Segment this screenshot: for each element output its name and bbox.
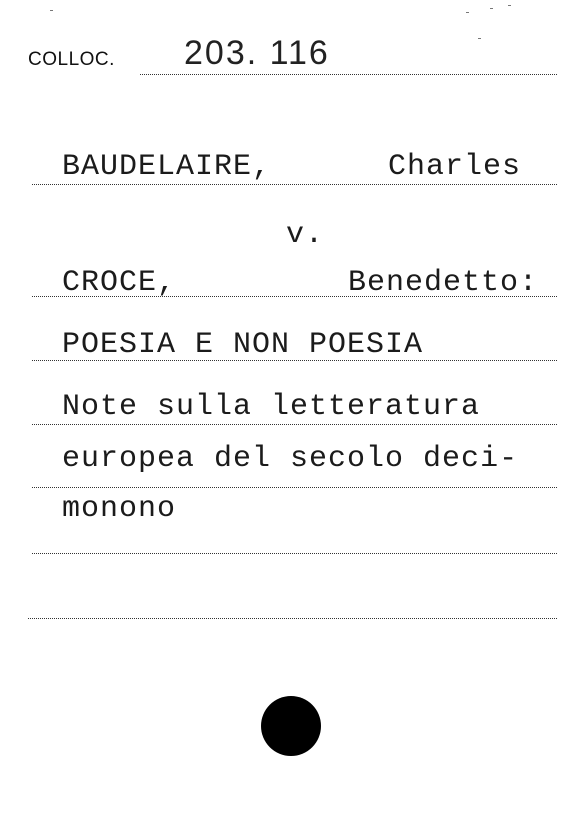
colloc-label: COLLOC. (28, 49, 115, 70)
ref-author-given-name: Benedetto: (348, 266, 539, 300)
blank-dotted-line-2 (28, 618, 557, 619)
title-dotted-line (32, 360, 557, 361)
author-surname: BAUDELAIRE, (62, 150, 272, 184)
author-dotted-line (32, 184, 557, 185)
subtitle-dotted-line-2 (32, 487, 557, 488)
colloc-number: 203. 116 (184, 34, 330, 72)
see-also-marker: v. (286, 218, 325, 252)
scan-speck (490, 8, 493, 9)
punch-hole (261, 696, 321, 756)
ref-author-surname: CROCE, (62, 266, 177, 300)
subtitle-line-3: monono (62, 492, 177, 526)
colloc-dotted-line (140, 74, 557, 75)
scan-speck (478, 38, 481, 39)
work-title: POESIA E NON POESIA (62, 328, 424, 362)
subtitle-dotted-line-1 (32, 424, 557, 425)
scan-speck (466, 12, 469, 13)
author-given-name: Charles (388, 150, 522, 184)
ref-author-dotted-line (32, 296, 557, 297)
blank-dotted-line-1 (32, 553, 557, 554)
scan-speck (508, 5, 511, 6)
scan-speck (50, 10, 53, 11)
subtitle-line-2: europea del secolo deci- (62, 442, 519, 476)
subtitle-line-1: Note sulla letteratura (62, 390, 481, 424)
